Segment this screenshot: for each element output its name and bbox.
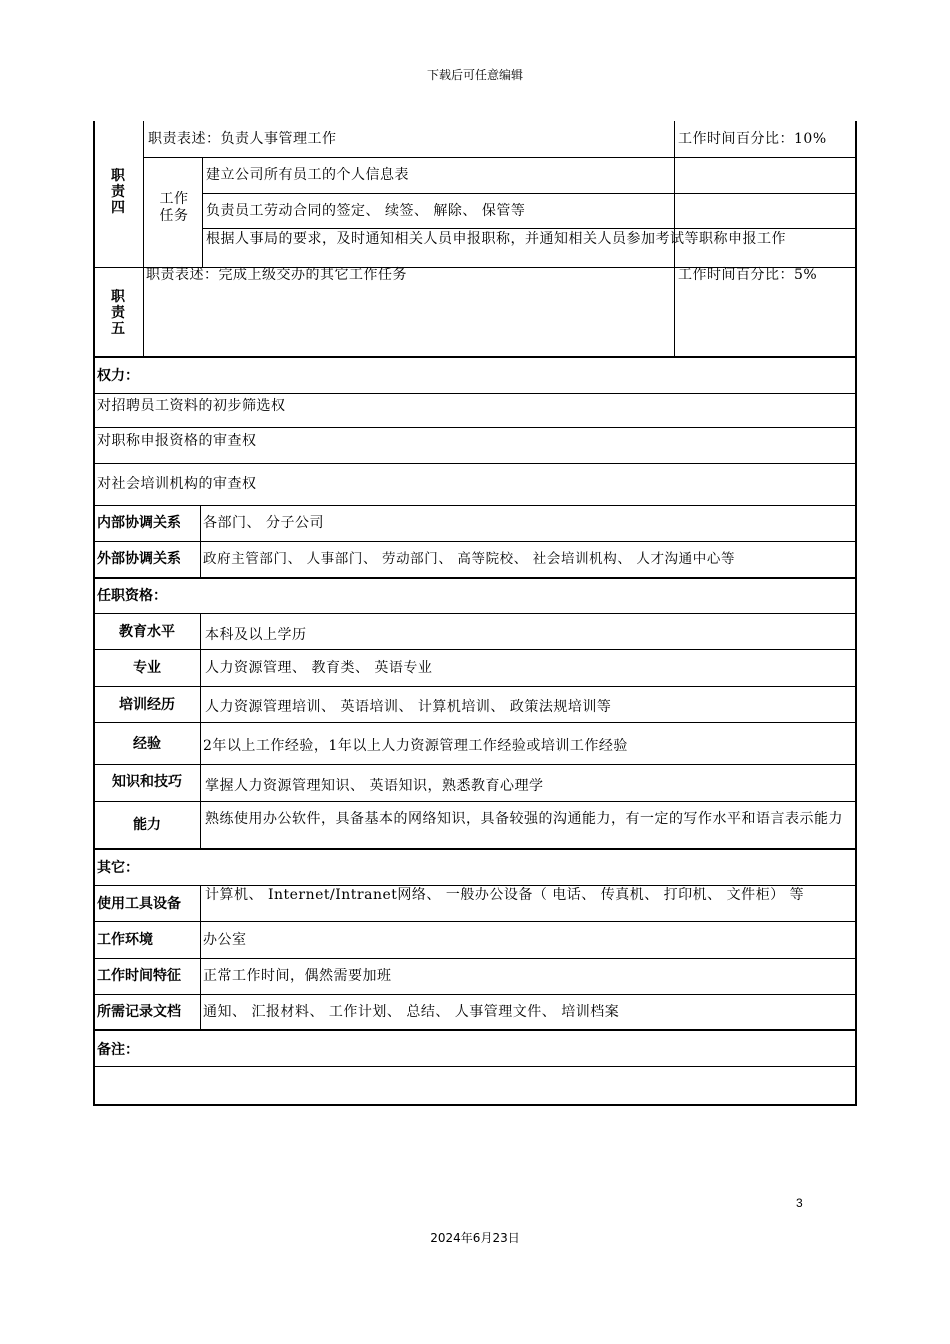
internal-relations-value: 各部门、 分子公司	[203, 515, 324, 531]
duty4-label: 职责四	[111, 168, 125, 216]
external-relations-label: 外部协调关系	[97, 551, 181, 567]
qual-label-education: 教育水平	[119, 624, 175, 640]
internal-relations-label: 内部协调关系	[97, 515, 181, 531]
authority-item-2: 对职称申报资格的审查权	[97, 433, 257, 449]
qual-value-major: 人力资源管理、 教育类、 英语专业	[205, 660, 433, 676]
other-label-work-hours: 工作时间特征	[97, 968, 181, 984]
other-value-tools: 计算机、 Internet/Intranet网络、 一般办公设备（ 电话、 传真机、 打印机、 文件柜） 等	[205, 887, 805, 903]
qual-value-ability: 熟练使用办公软件，具备基本的网络知识，具备较强的沟通能力，有一定的写作水平和语言表示能力	[205, 811, 843, 827]
duty4-time-percent: 工作时间百分比：10%	[678, 131, 827, 147]
qualifications-heading: 任职资格：	[97, 588, 167, 604]
page-number: 3	[796, 1196, 803, 1210]
qual-label-knowledge: 知识和技巧	[112, 774, 182, 790]
duty4-task-3: 根据人事局的要求，及时通知相关人员申报职称，并通知相关人员参加考试等职称申报工作	[206, 231, 786, 247]
duty5-time-percent: 工作时间百分比：5%	[678, 267, 818, 283]
duty4-description: 职责表述：负责人事管理工作	[148, 131, 337, 147]
qual-value-education: 本科及以上学历	[205, 627, 307, 643]
remarks-heading: 备注：	[97, 1042, 139, 1058]
qual-value-experience: 2年以上工作经验，1年以上人力资源管理工作经验或培训工作经验	[203, 738, 628, 754]
duty5-label: 职责五	[111, 289, 125, 337]
duty4-task-1: 建立公司所有员工的个人信息表	[206, 167, 409, 183]
other-value-work-hours: 正常工作时间，偶然需要加班	[203, 968, 392, 984]
qual-label-major: 专业	[133, 660, 161, 676]
duty4-task-label: 工作任务	[159, 191, 189, 224]
other-label-environment: 工作环境	[97, 932, 153, 948]
other-label-tools: 使用工具设备	[97, 896, 181, 912]
qual-label-experience: 经验	[133, 736, 161, 752]
qual-value-training: 人力资源管理培训、 英语培训、 计算机培训、 政策法规培训等	[205, 699, 612, 715]
other-label-documents: 所需记录文档	[97, 1004, 181, 1020]
qual-value-knowledge: 掌握人力资源管理知识、 英语知识，熟悉教育心理学	[205, 778, 544, 794]
duty5-description: 职责表述：完成上级交办的其它工作任务	[146, 267, 407, 283]
authority-item-3: 对社会培训机构的审查权	[97, 476, 257, 492]
page-header: 下载后可任意编辑	[426, 68, 523, 82]
other-value-documents: 通知、 汇报材料、 工作计划、 总结、 人事管理文件、 培训档案	[203, 1004, 620, 1020]
qual-label-ability: 能力	[133, 817, 161, 833]
qual-label-training: 培训经历	[119, 697, 175, 713]
other-value-environment: 办公室	[203, 932, 247, 948]
authority-item-1: 对招聘员工资料的初步筛选权	[97, 398, 286, 414]
other-heading: 其它：	[97, 860, 139, 876]
footer-date: 2024年6月23日	[430, 1231, 520, 1245]
authority-heading: 权力：	[97, 368, 139, 384]
duty4-task-2: 负责员工劳动合同的签定、 续签、 解除、 保管等	[206, 203, 526, 219]
external-relations-value: 政府主管部门、 人事部门、 劳动部门、 高等院校、 社会培训机构、 人才沟通中心等	[203, 551, 736, 567]
